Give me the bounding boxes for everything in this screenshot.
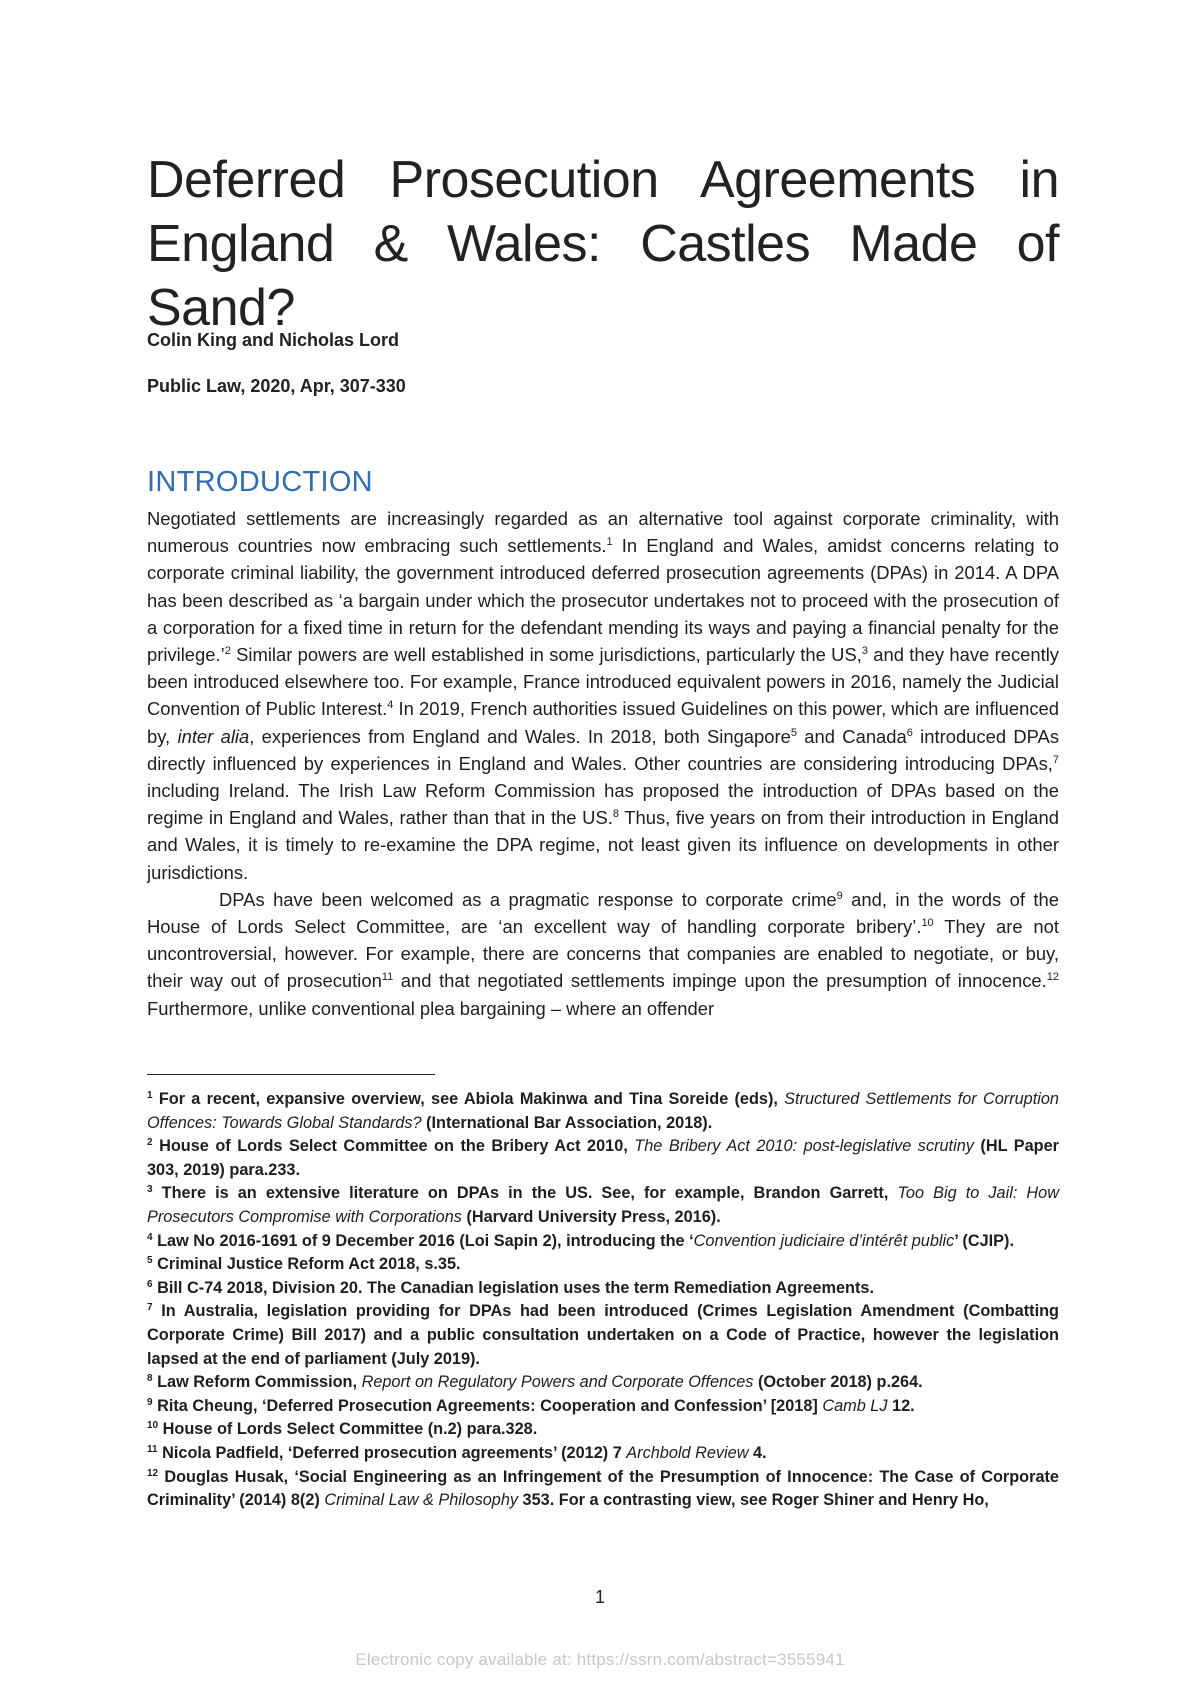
footnote-separator	[147, 1074, 435, 1075]
footnote: $^2$ House of Lords Select Committee on the Bribery Act 2010, The Bribery Act 2010: post-legislative scrutiny (HL Paper 303, 2019) para.233.	[147, 1137, 1059, 1179]
footnotes	[147, 1088, 1059, 1513]
footnote: $^1$ For a recent, expansive overview, see Abiola Makinwa and Tina Soreide (eds), Structured Settlements for Corruption Offences: Towards Global Standards? (International Bar Association, 2018).	[147, 1090, 1059, 1132]
paper-title	[147, 148, 1059, 340]
footnote: $^8$ Law Reform Commission, Report on Regulatory Powers and Corporate Offences (October 2018) p.264.	[147, 1373, 923, 1392]
footnote-ref[interactable]: 9	[836, 889, 843, 902]
section-heading: INTRODUCTION	[147, 466, 373, 498]
footnote-ref[interactable]: 10	[921, 917, 934, 930]
footnote-ref[interactable]: 12	[1046, 971, 1059, 984]
paragraph-2: DPAs have been welcomed as a pragmatic response to corporate crime$^9$ and, in the words of the House of Lords Select Committee, are ‘an excellent way of handling corporate bribery’.$^{10}$ They are not uncontroversial, however. For example, there are concerns that companies are enabled to negotiate, or buy, their way out of prosecution$^{11}$ and that negotiated settlements impinge upon the presumption of innocence.$^{12}$ Furthermore, unlike conventional plea bargaining – where an offender	[147, 888, 1059, 1019]
footnote-ref[interactable]: 7	[1052, 753, 1059, 766]
footnote: $^4$ Law No 2016-1691 of 9 December 2016 (Loi Sapin 2), introducing the ‘Convention judiciaire d’intérêt public’ (CJIP).	[147, 1231, 1014, 1250]
footnote: $^7$ In Australia, legislation providing for DPAs had been introduced (Crimes Legislation Amendment (Combatting Corporate Crime) Bill 2017) and a public consultation undertaken on a Code of Practice, however the legislation lapsed at the end of parliament (July 2019).	[147, 1302, 1059, 1368]
footnote-ref[interactable]: 6	[906, 726, 913, 739]
footnote-ref[interactable]: 8	[612, 808, 619, 821]
footnote: $^{10}$ House of Lords Select Committee (n.2) para.328.	[147, 1420, 538, 1439]
footnote: $^3$ There is an extensive literature on DPAs in the US. See, for example, Brandon Garrett, Too Big to Jail: How Prosecutors Compromise with Corporations (Harvard University Press, 2016).	[147, 1184, 1059, 1226]
body-text	[147, 505, 1059, 1022]
footnote-ref[interactable]: 3	[861, 645, 868, 658]
page-number: 1	[594, 1587, 605, 1607]
footnote-ref[interactable]: 4	[387, 699, 394, 712]
citation: Public Law, 2020, Apr, 307-330	[147, 376, 406, 396]
footnote-ref[interactable]: 11	[381, 971, 394, 984]
footnote: $^{12}$ Douglas Husak, ‘Social Engineering as an Infringement of the Presumption of Innocence: The Case of Corporate Criminality’ (2014) 8(2) Criminal Law & Philosophy 353. For a contrasting view, see Roger Shiner and Henry Ho,	[147, 1467, 1059, 1510]
paper-title-line-2: England & Wales: Castles Made of Sand?	[147, 215, 1059, 337]
footnote: $^9$ Rita Cheung, ‘Deferred Prosecution Agreements: Cooperation and Confession’ [2018] Camb LJ 12.	[147, 1396, 915, 1415]
paragraph-1: Negotiated settlements are increasingly regarded as an alternative tool against corporate criminality, with numerous countries now embracing such settlements.$^1$ In England and Wales, amidst concerns relating to corporate criminal liability, the government introduced deferred prosecution agreements (DPAs) in 2014. A DPA has been described as ‘a bargain under which the prosecutor undertakes not to proceed with the prosecution of a corporation for a fixed time in return for the defendant mending its ways and paying a financial penalty for the privilege.’$^2$ Similar powers are well established in some jurisdictions, particularly the US,$^3$ and they have recently been introduced elsewhere too. For example, France introduced equivalent powers in 2016, namely the Judicial Convention of Public Interest.$^4$ In 2019, French authorities issued Guidelines on this power, which are influenced by, inter alia, experiences from England and Wales. In 2018, both Singapore$^5$ and Canada$^6$ introduced DPAs directly influenced by experiences in England and Wales. Other countries are considering introducing DPAs,$^7$ including Ireland. The Irish Law Reform Commission has proposed the introduction of DPAs based on the regime in England and Wales, rather than that in the US.$^8$ Thus, five years on from their introduction in England and Wales, it is timely to re-examine the DPA regime, not least given its influence on developments in other jurisdictions.	[147, 508, 1060, 883]
paper-title-line-1: Deferred Prosecution Agreements in	[147, 151, 1059, 209]
footnote-ref[interactable]: 2	[224, 645, 231, 658]
footnote-ref[interactable]: 5	[790, 726, 797, 739]
footnote: $^5$ Criminal Justice Reform Act 2018, s.35.	[147, 1255, 461, 1274]
footnote-ref[interactable]: 1	[606, 536, 613, 549]
ssrn-watermark[interactable]: Electronic copy available at: https://ssrn.com/abstract=3555941	[355, 1650, 845, 1669]
footnote: $^6$ Bill C-74 2018, Division 20. The Canadian legislation uses the term Remediation Agreements.	[147, 1278, 874, 1297]
authors: Colin King and Nicholas Lord	[147, 330, 399, 350]
footnote: $^{11}$ Nicola Padfield, ‘Deferred prosecution agreements’ (2012) 7 Archbold Review 4.	[147, 1443, 767, 1462]
